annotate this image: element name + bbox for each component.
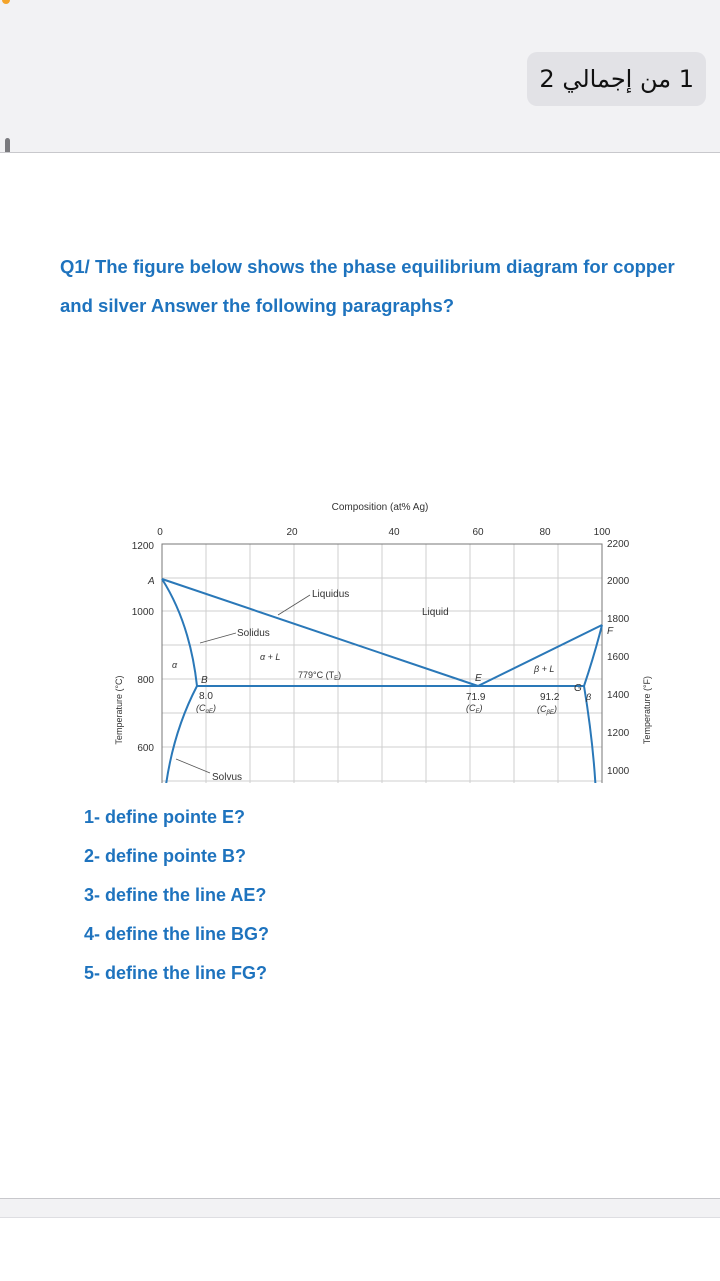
right-tick-label: 1800	[607, 614, 630, 625]
composition-e-label: (C	[466, 703, 476, 713]
eutectic-temperature-label: 779°C (T	[298, 670, 335, 680]
solvus-line-left	[162, 686, 197, 783]
question-item: 4- define the line BG?	[84, 924, 270, 944]
alpha-region-label: α	[172, 660, 178, 670]
top-tick-label: 60	[472, 527, 484, 538]
right-tick-label: 1200	[607, 728, 630, 739]
right-tick-label: 1000	[607, 766, 630, 777]
top-tick-label: 0	[157, 527, 163, 538]
right-tick-label: 2000	[607, 576, 630, 587]
page-indicator: 1 من إجمالي 2	[527, 52, 706, 106]
left-tick-label: 600	[137, 743, 154, 754]
liquidus-label: Liquidus	[312, 589, 350, 600]
beta-liquid-region-label: β + L	[534, 664, 555, 674]
question-item: 2- define pointe B?	[84, 846, 246, 866]
svg-text:(CE): $(C_E)$	[466, 703, 483, 715]
question-line-2: and silver Answer the following paragraphs?	[60, 295, 455, 316]
left-tick-label: 1000	[131, 607, 154, 618]
phase-diagram-figure	[0, 343, 720, 783]
svg-text:(CβE): $(C_{\beta E})$	[537, 704, 557, 716]
left-tick-label: 1200	[131, 541, 154, 552]
composition-b-value: 8.0	[199, 691, 213, 702]
top-tick-label: 20	[286, 527, 298, 538]
status-dot	[2, 0, 10, 4]
question-line-1: Q1/ The figure below shows the phase equilibrium diagram for copper	[60, 256, 675, 277]
solidus-line-right	[584, 625, 602, 686]
point-b-label: B	[201, 675, 208, 686]
alpha-liquid-region-label: α + L	[260, 652, 281, 662]
point-a-label: A	[148, 576, 155, 587]
right-tick-label: 1600	[607, 652, 630, 663]
question-item: 3- define the line AE?	[84, 885, 267, 905]
right-axis-label: Temperature (°F)	[642, 675, 652, 745]
solidus-label: Solidus	[237, 628, 270, 639]
top-axis-label: Composition (at% Ag)	[331, 502, 429, 513]
point-f-label: F	[607, 626, 614, 637]
top-tick-label: 80	[539, 527, 551, 538]
solvus-label: Solvus	[212, 772, 243, 783]
composition-b-label: (C	[196, 703, 206, 713]
left-axis-label: Temperature (°C)	[114, 675, 124, 745]
composition-g-label: (C	[537, 704, 547, 714]
composition-e-value: 71.9	[466, 692, 486, 703]
point-g-label: G	[574, 683, 582, 694]
left-tick-label: 800	[137, 675, 154, 686]
composition-g-value: 91.2	[540, 692, 560, 703]
document-page	[0, 152, 720, 1199]
solidus-line-left	[162, 579, 197, 686]
question-item: 1- define pointe E?	[84, 807, 246, 827]
right-tick-label: 1400	[607, 690, 630, 701]
top-tick-label: 100	[593, 527, 611, 538]
question-text	[60, 247, 700, 325]
liquidus-line-ef	[478, 625, 602, 686]
bottom-bar	[0, 1217, 720, 1281]
point-e-label: E	[475, 673, 482, 684]
eutectic-temperature-subscript: E	[334, 676, 339, 682]
right-tick-label: 2200	[607, 539, 630, 550]
top-tick-label: 40	[388, 527, 400, 538]
liquid-region-label: Liquid	[422, 607, 449, 618]
beta-region-label: β	[586, 692, 592, 702]
svg-text:(CαE): $(C_{\alpha E})$	[196, 703, 216, 715]
question-item: 5- define the line FG?	[84, 963, 268, 983]
phase-diagram	[0, 343, 720, 783]
question-list	[84, 803, 269, 998]
svg-text:779°C (TE): 779°C $(T_E)$	[298, 670, 342, 682]
